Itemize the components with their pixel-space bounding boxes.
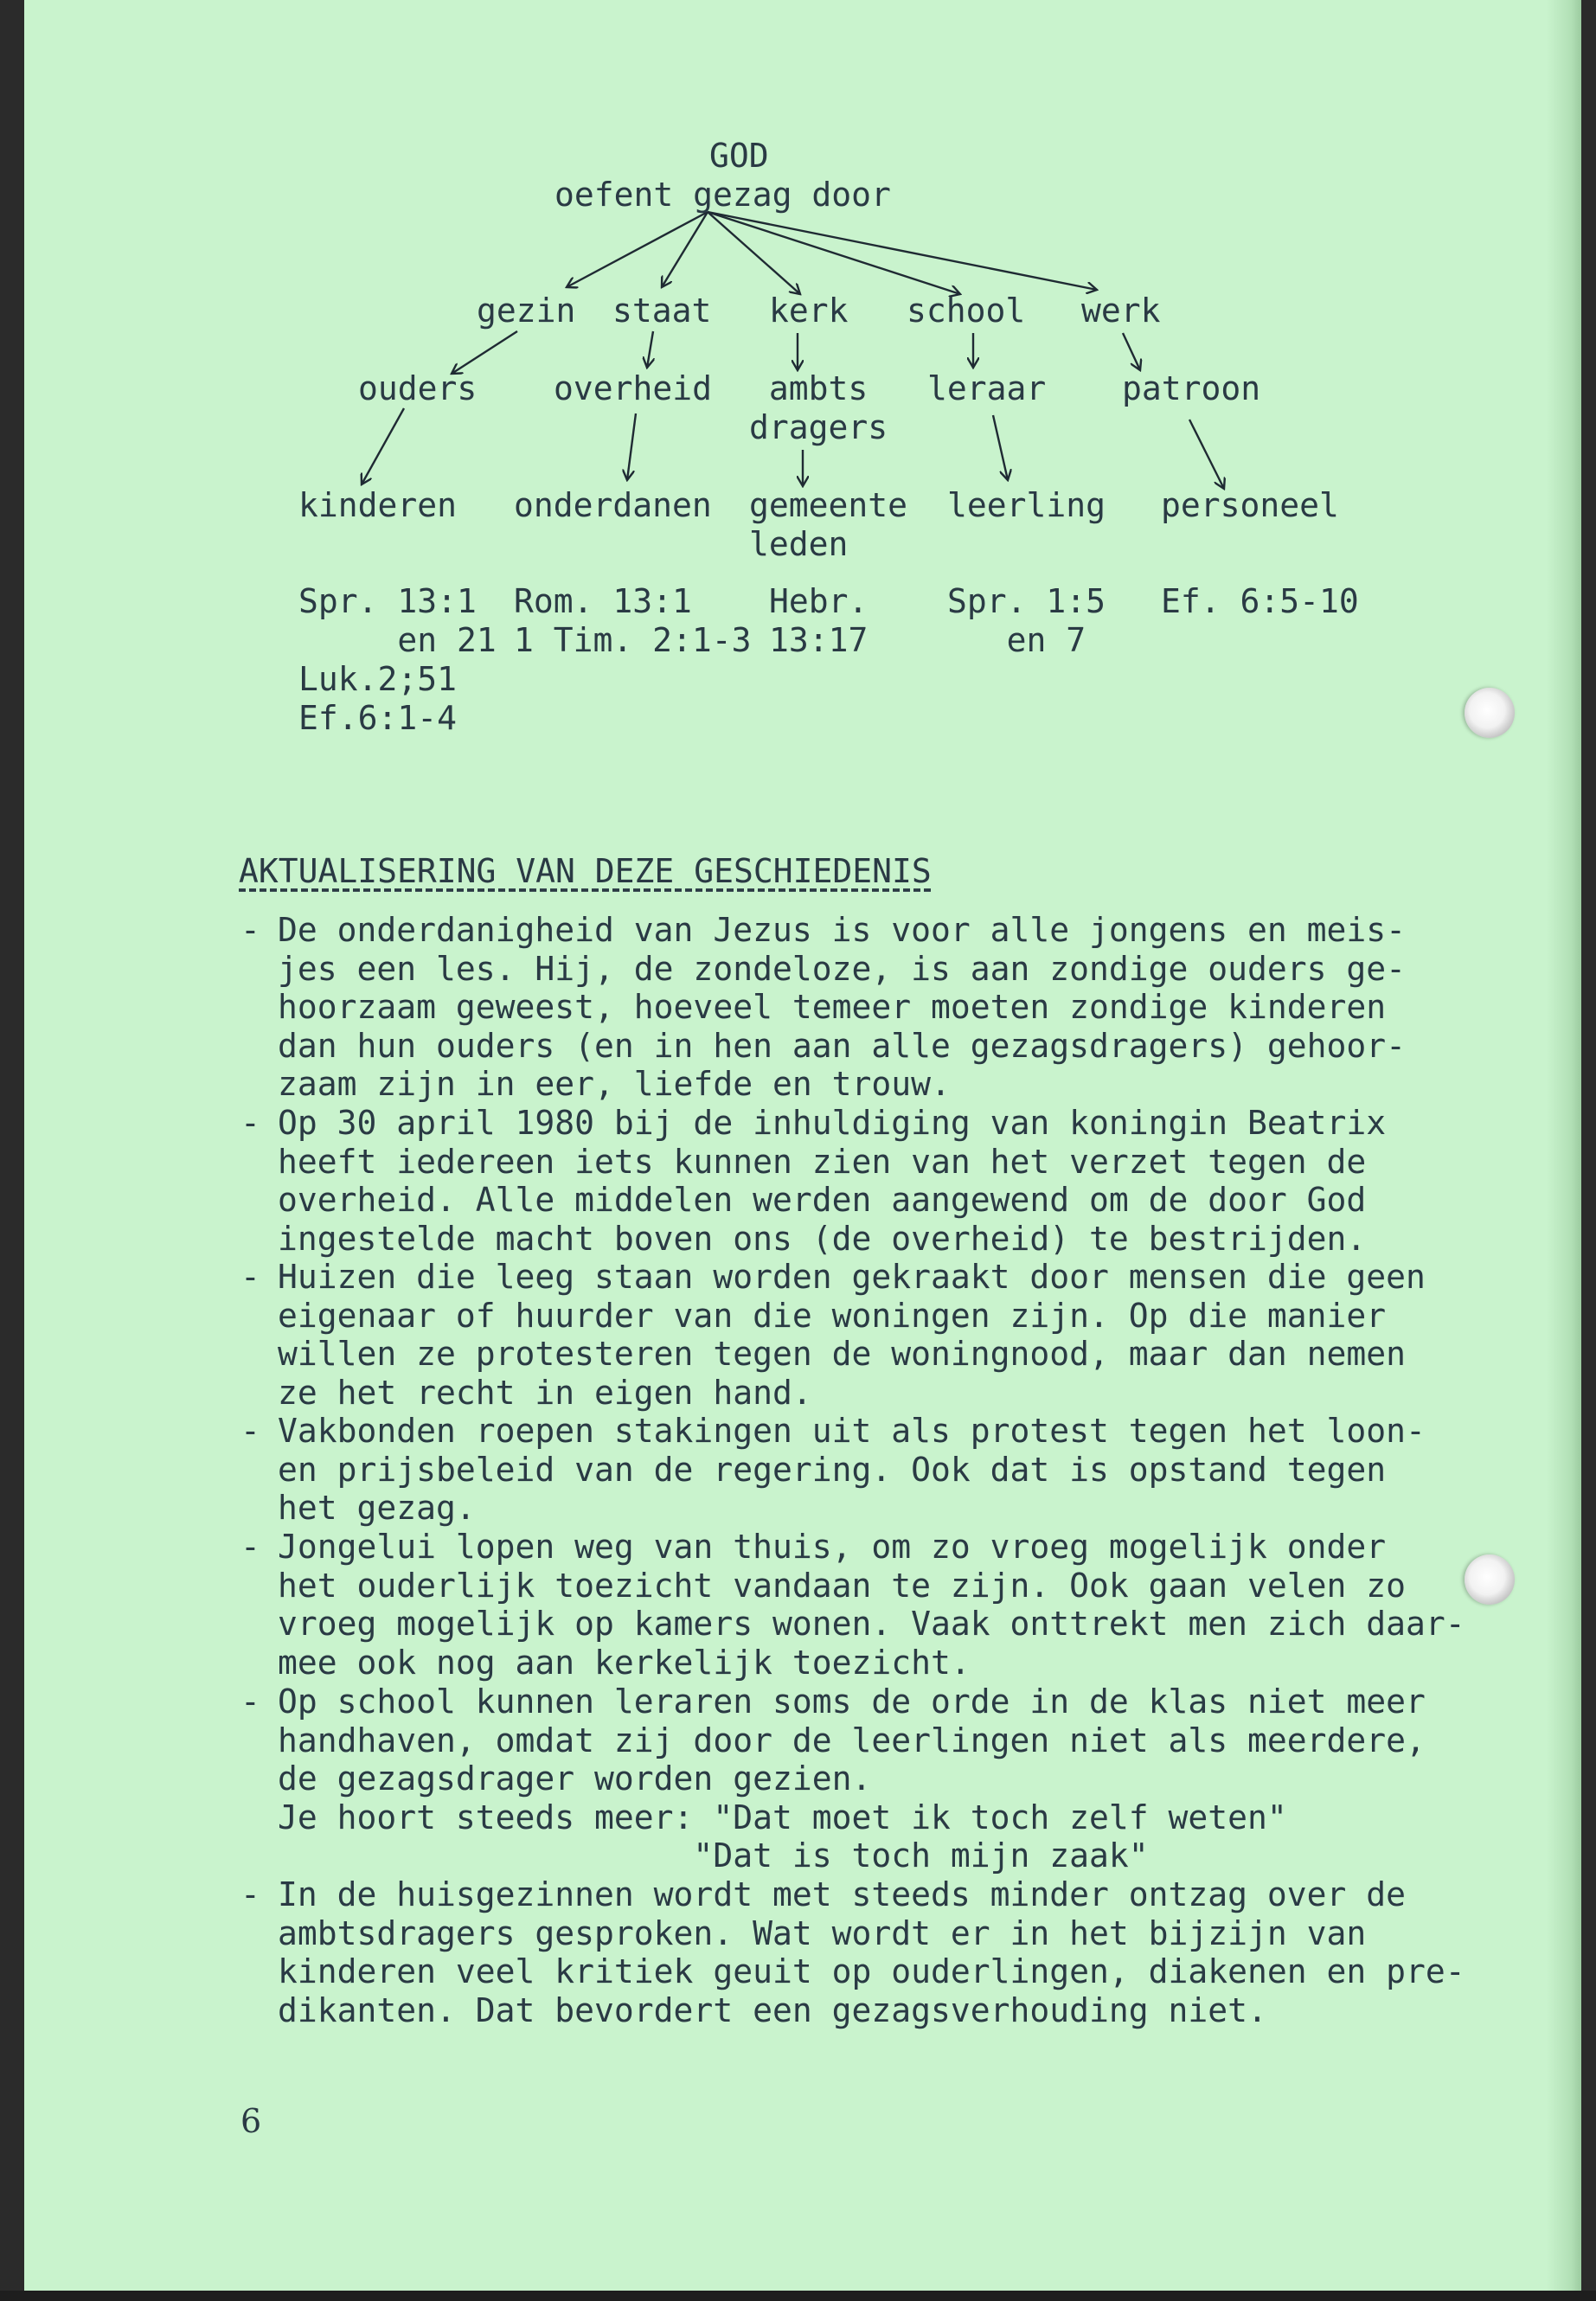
diagram-domain-school: school	[907, 292, 1026, 330]
diagram-reference-staat: Rom. 13:1 1 Tim. 2:1-3	[514, 582, 752, 659]
bullet-dash: -	[240, 1104, 260, 1142]
arrow-leraar-leerling	[993, 415, 1008, 480]
bullet-dash: -	[240, 1875, 260, 1913]
arrow-god-werk	[708, 212, 1097, 290]
diagram-subject-onderdanen: onderdanen	[514, 486, 712, 524]
list-item: Op 30 april 1980 bij de inhuldiging van koningin Beatrix heeft iedereen iets kunnen zien van het verzet tegen de overheid. Alle middelen werden aangewend om de door God ingestelde macht boven ons (de overheid) te bestrijden.	[278, 1104, 1387, 1258]
list-item: Jongelui lopen weg van thuis, om zo vroeg mogelijk onder het ouderlijk toezicht vandaan te zijn. Ook gaan velen zo vroeg mogelijk op kamers wonen. Vaak onttrekt men zich daar- mee ook nog aan kerkelijk toezicht.	[278, 1528, 1465, 1682]
list-item: Vakbonden roepen stakingen uit als protest tegen het loon- en prijsbeleid van de regering. Ook dat is opstand tegen het gezag.	[278, 1412, 1426, 1528]
bullet-dash: -	[240, 1258, 260, 1296]
scan-bottom-edge	[0, 2291, 1596, 2301]
arrow-werk-patroon	[1123, 333, 1140, 370]
diagram-authority-leraar: leraar	[927, 369, 1047, 407]
diagram-root-caption: oefent gezag door	[554, 176, 891, 214]
list-item: Op school kunnen leraren soms de orde in de klas niet meer handhaven, omdat zij door de leerlingen niet als meerdere, de gezagsdrager worden gezien. Je hoort steeds meer: "Dat moet ik toch zelf weten" "Dat is toch mijn zaak"	[278, 1682, 1426, 1875]
arrow-ouders-kinderen	[362, 408, 404, 484]
diagram-subject-personeel: personeel	[1161, 486, 1339, 524]
diagram-root-god: GOD	[709, 137, 769, 175]
diagram-authority-patroon: patroon	[1122, 369, 1261, 407]
diagram-domain-kerk: kerk	[769, 292, 849, 330]
bullet-dash: -	[240, 1412, 260, 1450]
diagram-domain-gezin: gezin	[477, 292, 576, 330]
page-number: 6	[240, 2102, 262, 2140]
diagram-domain-staat: staat	[612, 292, 712, 330]
list-item: De onderdanigheid van Jezus is voor alle jongens en meis- jes een les. Hij, de zondeloze, is aan zondige ouders ge- hoorzaam geweest, hoeveel temeer moeten zondige kinderen dan hun ouders (en in hen aan alle gezagsdragers) gehoor- zaam zijn in eer, liefde en trouw.	[278, 911, 1407, 1104]
diagram-authority-overheid: overheid	[554, 369, 713, 407]
section-heading: AKTUALISERING VAN DEZE GESCHIEDENIS	[239, 852, 932, 890]
bullet-dash: -	[240, 911, 260, 949]
diagram-authority-ambtsdragers: ambts dragers	[749, 369, 888, 446]
list-item: Huizen die leeg staan worden gekraakt door mensen die geen eigenaar of huurder van die woningen zijn. Op die manier willen ze protesteren tegen de woningnood, maar dan nemen ze het recht in eigen hand.	[278, 1258, 1426, 1412]
arrow-god-school	[708, 212, 960, 294]
diagram-domain-werk: werk	[1081, 292, 1161, 330]
diagram-reference-kerk: Hebr. 13:17	[769, 582, 869, 659]
diagram-subject-kinderen: kinderen	[298, 486, 458, 524]
diagram-reference-gezin: Spr. 13:1 en 21 Luk.2;51 Ef.6:1-4	[298, 582, 497, 737]
arrow-overheid-onderdanen	[627, 413, 636, 480]
diagram-subject-gemeenteleden: gemeente leden	[749, 486, 908, 563]
arrow-god-kerk	[708, 212, 800, 294]
arrow-god-gezin	[567, 212, 708, 287]
diagram-reference-werk: Ef. 6:5-10	[1161, 582, 1359, 620]
bullet-dash: -	[240, 1682, 260, 1721]
arrow-gezin-ouders	[452, 331, 517, 374]
diagram-authority-ouders: ouders	[358, 369, 478, 407]
arrow-staat-overheid	[647, 331, 653, 368]
diagram-reference-school: Spr. 1:5 en 7	[947, 582, 1106, 659]
list-item: In de huisgezinnen wordt met steeds minder ontzag over de ambtsdragers gesproken. Wat wordt er in het bijzijn van kinderen veel kritiek geuit op ouderlingen, diakenen en pre- dikanten. Dat bevordert een gezagsverhouding niet.	[278, 1875, 1465, 2029]
arrow-patroon-personeel	[1189, 420, 1224, 489]
diagram-subject-leerling: leerling	[947, 486, 1106, 524]
bullet-dash: -	[240, 1528, 260, 1566]
